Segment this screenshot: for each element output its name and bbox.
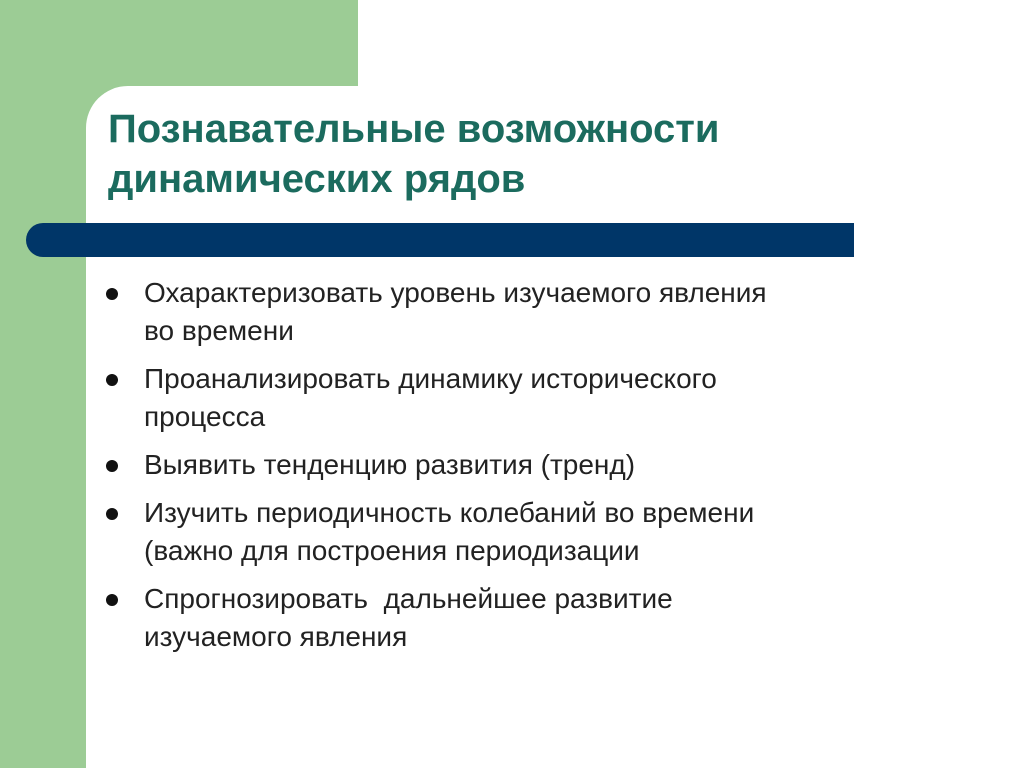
slide-title-line: Познавательные возможности (108, 107, 720, 151)
bullet-text-line: Выявить тенденцию развития (тренд) (144, 449, 636, 480)
bullet-text-line: Охарактеризовать уровень изучаемого явления (144, 277, 767, 308)
bullet-item (106, 360, 966, 436)
slide-title-line: динамических рядов (108, 157, 526, 201)
bullet-text-line: изучаемого явления (144, 621, 408, 652)
bullet-item (106, 446, 966, 484)
bullet-item (106, 274, 966, 350)
bullet-text (144, 494, 966, 570)
bullet-text-line: Проанализировать динамику исторического (144, 363, 717, 394)
bullet-dot-icon (106, 374, 118, 386)
bullet-text (144, 446, 966, 484)
bullet-text-line: (важно для построения периодизации (144, 535, 640, 566)
slide-title (108, 104, 928, 204)
bullet-dot-icon (106, 460, 118, 472)
bullet-text-line: во времени (144, 315, 294, 346)
bullet-list (106, 274, 966, 666)
bullet-dot-icon (106, 288, 118, 300)
bullet-text-line: Спрогнозировать дальнейшее развитие (144, 583, 673, 614)
bullet-text (144, 274, 966, 350)
bullet-item (106, 580, 966, 656)
bullet-dot-icon (106, 594, 118, 606)
bullet-item (106, 494, 966, 570)
bullet-text (144, 360, 966, 436)
bullet-dot-icon (106, 508, 118, 520)
title-underline-bar (26, 223, 854, 257)
bullet-text (144, 580, 966, 656)
bullet-text-line: процесса (144, 401, 266, 432)
bullet-text-line: Изучить периодичность колебаний во времени (144, 497, 755, 528)
